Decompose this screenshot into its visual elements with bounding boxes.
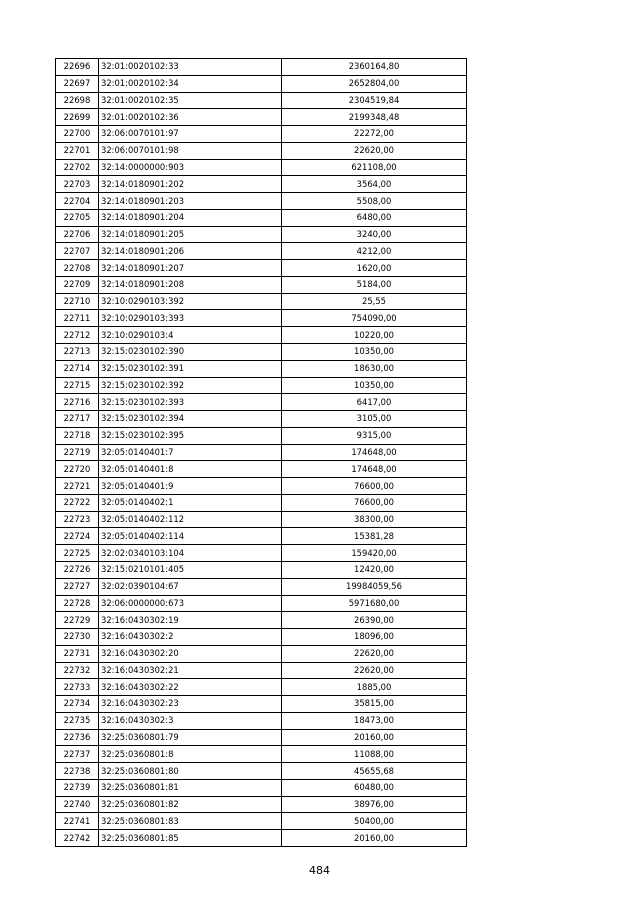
table-row — [56, 712, 467, 729]
cadastral-value-cell: 22272,00 — [282, 126, 467, 143]
table-row — [56, 394, 467, 411]
cadastral-value-cell: 25,55 — [282, 293, 467, 310]
table-row — [56, 746, 467, 763]
table-row — [56, 193, 467, 210]
table-row — [56, 595, 467, 612]
table-row — [56, 377, 467, 394]
row-number-cell: 22709 — [56, 276, 99, 293]
cadastral-value-cell: 22620,00 — [282, 662, 467, 679]
cadastral-number-cell: 32:06:0070101:97 — [99, 126, 282, 143]
table-row — [56, 813, 467, 830]
cadastral-value-cell: 6417,00 — [282, 394, 467, 411]
cadastral-number-cell: 32:05:0140401:8 — [99, 461, 282, 478]
row-number-cell: 22730 — [56, 629, 99, 646]
row-number-cell: 22699 — [56, 109, 99, 126]
cadastral-value-cell: 10350,00 — [282, 377, 467, 394]
row-number-cell: 22721 — [56, 478, 99, 495]
cadastral-value-cell: 15381,28 — [282, 528, 467, 545]
cadastral-value-cell: 18473,00 — [282, 712, 467, 729]
row-number-cell: 22711 — [56, 310, 99, 327]
table-row — [56, 796, 467, 813]
row-number-cell: 22739 — [56, 779, 99, 796]
cadastral-number-cell: 32:16:0430302:23 — [99, 696, 282, 713]
table-row — [56, 293, 467, 310]
cadastral-number-cell: 32:25:0360801:79 — [99, 729, 282, 746]
cadastral-value-cell: 38976,00 — [282, 796, 467, 813]
cadastral-value-cell: 76600,00 — [282, 478, 467, 495]
cadastral-number-cell: 32:15:0230102:391 — [99, 360, 282, 377]
cadastral-number-cell: 32:02:0390104:67 — [99, 578, 282, 595]
cadastral-number-cell: 32:01:0020102:35 — [99, 92, 282, 109]
cadastral-number-cell: 32:25:0360801:85 — [99, 830, 282, 847]
row-number-cell: 22696 — [56, 59, 99, 76]
cadastral-value-cell: 26390,00 — [282, 612, 467, 629]
cadastral-value-table — [55, 58, 467, 847]
cadastral-number-cell: 32:16:0430302:22 — [99, 679, 282, 696]
cadastral-value-cell: 2199348,48 — [282, 109, 467, 126]
table-row — [56, 344, 467, 361]
cadastral-number-cell: 32:05:0140401:7 — [99, 444, 282, 461]
row-number-cell: 22716 — [56, 394, 99, 411]
cadastral-number-cell: 32:01:0020102:33 — [99, 59, 282, 76]
cadastral-number-cell: 32:15:0230102:392 — [99, 377, 282, 394]
cadastral-number-cell: 32:06:0070101:98 — [99, 142, 282, 159]
row-number-cell: 22726 — [56, 561, 99, 578]
row-number-cell: 22710 — [56, 293, 99, 310]
table-row — [56, 126, 467, 143]
cadastral-number-cell: 32:01:0020102:34 — [99, 75, 282, 92]
cadastral-value-cell: 1620,00 — [282, 260, 467, 277]
row-number-cell: 22724 — [56, 528, 99, 545]
table-row — [56, 696, 467, 713]
row-number-cell: 22728 — [56, 595, 99, 612]
row-number-cell: 22733 — [56, 679, 99, 696]
table-row — [56, 578, 467, 595]
row-number-cell: 22735 — [56, 712, 99, 729]
cadastral-number-cell: 32:14:0180901:206 — [99, 243, 282, 260]
cadastral-number-cell: 32:25:0360801:83 — [99, 813, 282, 830]
cadastral-value-cell: 20160,00 — [282, 729, 467, 746]
cadastral-number-cell: 32:25:0360801:82 — [99, 796, 282, 813]
cadastral-number-cell: 32:14:0180901:205 — [99, 226, 282, 243]
row-number-cell: 22703 — [56, 176, 99, 193]
table-row — [56, 411, 467, 428]
cadastral-value-cell: 18630,00 — [282, 360, 467, 377]
table-row — [56, 276, 467, 293]
row-number-cell: 22741 — [56, 813, 99, 830]
cadastral-value-cell: 159420,00 — [282, 545, 467, 562]
cadastral-number-cell: 32:15:0230102:393 — [99, 394, 282, 411]
row-number-cell: 22701 — [56, 142, 99, 159]
cadastral-number-cell: 32:10:0290103:4 — [99, 327, 282, 344]
cadastral-number-cell: 32:14:0180901:202 — [99, 176, 282, 193]
row-number-cell: 22702 — [56, 159, 99, 176]
cadastral-value-cell: 754090,00 — [282, 310, 467, 327]
cadastral-number-cell: 32:14:0000000:903 — [99, 159, 282, 176]
table-row — [56, 226, 467, 243]
row-number-cell: 22714 — [56, 360, 99, 377]
table-row — [56, 92, 467, 109]
table-row — [56, 561, 467, 578]
cadastral-number-cell: 32:01:0020102:36 — [99, 109, 282, 126]
cadastral-value-cell: 174648,00 — [282, 461, 467, 478]
cadastral-value-cell: 2304519,84 — [282, 92, 467, 109]
cadastral-number-cell: 32:05:0140402:1 — [99, 494, 282, 511]
cadastral-number-cell: 32:10:0290103:392 — [99, 293, 282, 310]
table-row — [56, 310, 467, 327]
cadastral-value-cell: 22620,00 — [282, 645, 467, 662]
cadastral-value-cell: 3240,00 — [282, 226, 467, 243]
table-row — [56, 260, 467, 277]
cadastral-value-cell: 1885,00 — [282, 679, 467, 696]
table-row — [56, 478, 467, 495]
table-row — [56, 528, 467, 545]
table-row — [56, 662, 467, 679]
cadastral-number-cell: 32:14:0180901:207 — [99, 260, 282, 277]
cadastral-number-cell: 32:14:0180901:204 — [99, 209, 282, 226]
row-number-cell: 22734 — [56, 696, 99, 713]
table-row — [56, 830, 467, 847]
cadastral-value-cell: 9315,00 — [282, 427, 467, 444]
table-row — [56, 142, 467, 159]
cadastral-number-cell: 32:02:0340103:104 — [99, 545, 282, 562]
row-number-cell: 22719 — [56, 444, 99, 461]
table-row — [56, 176, 467, 193]
cadastral-number-cell: 32:05:0140402:114 — [99, 528, 282, 545]
row-number-cell: 22725 — [56, 545, 99, 562]
row-number-cell: 22732 — [56, 662, 99, 679]
cadastral-value-cell: 5971680,00 — [282, 595, 467, 612]
row-number-cell: 22727 — [56, 578, 99, 595]
row-number-cell: 22729 — [56, 612, 99, 629]
table-row — [56, 645, 467, 662]
table-row — [56, 444, 467, 461]
cadastral-number-cell: 32:15:0230102:394 — [99, 411, 282, 428]
cadastral-value-cell: 2652804,00 — [282, 75, 467, 92]
cadastral-number-cell: 32:15:0230102:395 — [99, 427, 282, 444]
table-row — [56, 461, 467, 478]
row-number-cell: 22707 — [56, 243, 99, 260]
cadastral-value-cell: 5184,00 — [282, 276, 467, 293]
table-row — [56, 327, 467, 344]
cadastral-number-cell: 32:14:0180901:208 — [99, 276, 282, 293]
cadastral-value-cell: 20160,00 — [282, 830, 467, 847]
row-number-cell: 22698 — [56, 92, 99, 109]
row-number-cell: 22715 — [56, 377, 99, 394]
row-number-cell: 22700 — [56, 126, 99, 143]
table-row — [56, 779, 467, 796]
row-number-cell: 22722 — [56, 494, 99, 511]
table-row — [56, 209, 467, 226]
cadastral-value-cell: 19984059,56 — [282, 578, 467, 595]
cadastral-number-cell: 32:25:0360801:80 — [99, 763, 282, 780]
cadastral-value-cell: 76600,00 — [282, 494, 467, 511]
table-row — [56, 494, 467, 511]
cadastral-number-cell: 32:10:0290103:393 — [99, 310, 282, 327]
row-number-cell: 22708 — [56, 260, 99, 277]
row-number-cell: 22742 — [56, 830, 99, 847]
table-body — [56, 59, 467, 847]
cadastral-value-cell: 5508,00 — [282, 193, 467, 210]
cadastral-number-cell: 32:06:0000000:673 — [99, 595, 282, 612]
table-row — [56, 545, 467, 562]
cadastral-number-cell: 32:16:0430302:19 — [99, 612, 282, 629]
table-row — [56, 612, 467, 629]
table-row — [56, 59, 467, 76]
row-number-cell: 22717 — [56, 411, 99, 428]
cadastral-value-cell: 3105,00 — [282, 411, 467, 428]
cadastral-value-cell: 11088,00 — [282, 746, 467, 763]
table-row — [56, 243, 467, 260]
table-row — [56, 360, 467, 377]
cadastral-number-cell: 32:15:0230102:390 — [99, 344, 282, 361]
cadastral-value-cell: 38300,00 — [282, 511, 467, 528]
row-number-cell: 22731 — [56, 645, 99, 662]
cadastral-value-cell: 22620,00 — [282, 142, 467, 159]
row-number-cell: 22697 — [56, 75, 99, 92]
cadastral-value-cell: 6480,00 — [282, 209, 467, 226]
cadastral-value-cell: 10220,00 — [282, 327, 467, 344]
cadastral-number-cell: 32:15:0210101:405 — [99, 561, 282, 578]
table-row — [56, 75, 467, 92]
cadastral-value-cell: 10350,00 — [282, 344, 467, 361]
table-row — [56, 729, 467, 746]
row-number-cell: 22736 — [56, 729, 99, 746]
row-number-cell: 22712 — [56, 327, 99, 344]
cadastral-number-cell: 32:05:0140401:9 — [99, 478, 282, 495]
row-number-cell: 22737 — [56, 746, 99, 763]
cadastral-value-cell: 174648,00 — [282, 444, 467, 461]
cadastral-number-cell: 32:16:0430302:3 — [99, 712, 282, 729]
cadastral-value-cell: 3564,00 — [282, 176, 467, 193]
cadastral-value-cell: 4212,00 — [282, 243, 467, 260]
cadastral-number-cell: 32:16:0430302:21 — [99, 662, 282, 679]
table-row — [56, 629, 467, 646]
cadastral-value-cell: 2360164,80 — [282, 59, 467, 76]
cadastral-number-cell: 32:25:0360801:8 — [99, 746, 282, 763]
cadastral-value-cell: 18096,00 — [282, 629, 467, 646]
cadastral-value-cell: 50400,00 — [282, 813, 467, 830]
row-number-cell: 22723 — [56, 511, 99, 528]
page-number: 484 — [309, 864, 330, 877]
cadastral-number-cell: 32:25:0360801:81 — [99, 779, 282, 796]
row-number-cell: 22705 — [56, 209, 99, 226]
cadastral-value-cell: 621108,00 — [282, 159, 467, 176]
row-number-cell: 22718 — [56, 427, 99, 444]
cadastral-number-cell: 32:05:0140402:112 — [99, 511, 282, 528]
row-number-cell: 22704 — [56, 193, 99, 210]
table-row — [56, 159, 467, 176]
table-row — [56, 511, 467, 528]
table-row — [56, 427, 467, 444]
row-number-cell: 22706 — [56, 226, 99, 243]
cadastral-value-cell: 12420,00 — [282, 561, 467, 578]
row-number-cell: 22740 — [56, 796, 99, 813]
table-row — [56, 679, 467, 696]
cadastral-number-cell: 32:16:0430302:2 — [99, 629, 282, 646]
cadastral-value-cell: 45655,68 — [282, 763, 467, 780]
cadastral-value-cell: 35815,00 — [282, 696, 467, 713]
table-row — [56, 763, 467, 780]
row-number-cell: 22713 — [56, 344, 99, 361]
table-row — [56, 109, 467, 126]
row-number-cell: 22720 — [56, 461, 99, 478]
cadastral-number-cell: 32:14:0180901:203 — [99, 193, 282, 210]
row-number-cell: 22738 — [56, 763, 99, 780]
cadastral-value-cell: 60480,00 — [282, 779, 467, 796]
cadastral-number-cell: 32:16:0430302:20 — [99, 645, 282, 662]
